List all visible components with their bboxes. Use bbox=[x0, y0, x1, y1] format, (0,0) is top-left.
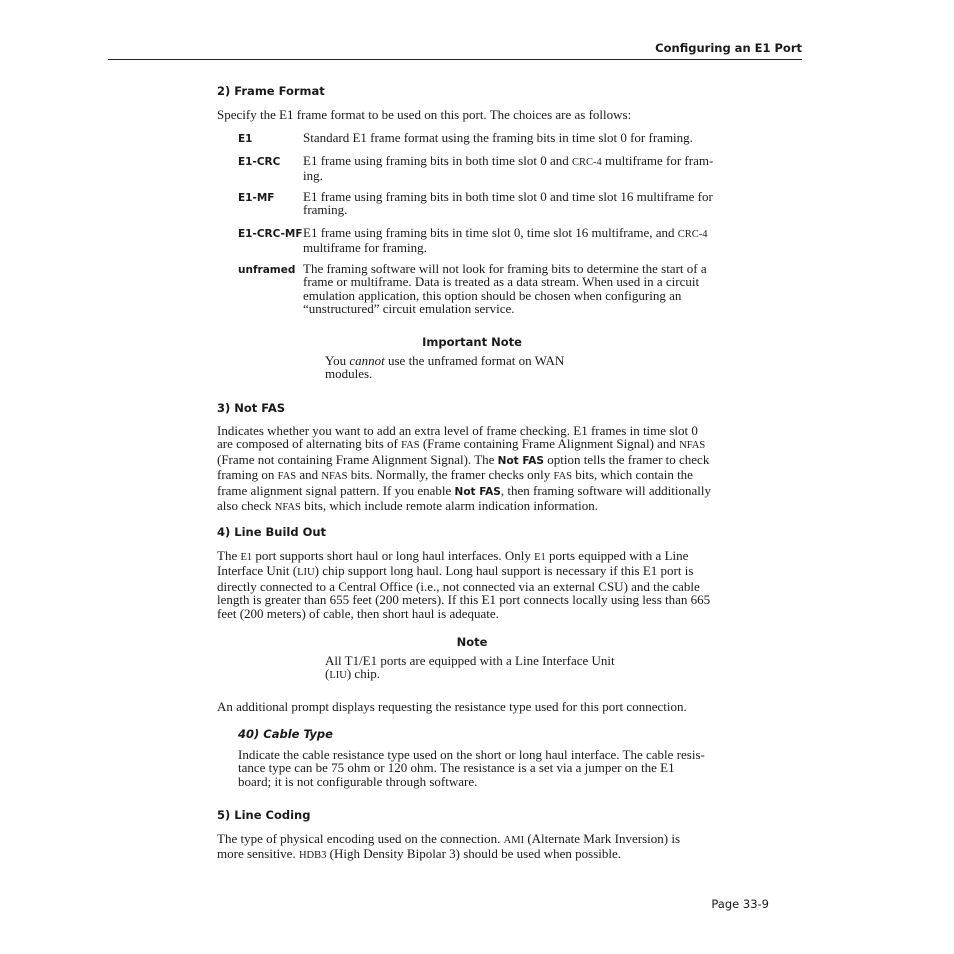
desc-line: frame or multiframe. Data is treated as a data stream. When used in a circuit bbox=[303, 274, 700, 290]
para-line: feet (200 meters) of cable, then short haul is adequate. bbox=[217, 605, 499, 621]
para-smallcaps: FAS bbox=[401, 440, 420, 452]
note-emphasis: cannot bbox=[349, 353, 385, 368]
para-text: (Frame not containing Frame Alignment Signal). The bbox=[217, 451, 498, 467]
para-smallcaps: FAS bbox=[277, 471, 297, 483]
header-rule bbox=[108, 59, 802, 60]
important-note-title: Important Note bbox=[422, 335, 522, 349]
para-text: are composed of alternating bits of bbox=[217, 436, 402, 452]
note-line: All T1/E1 ports are equipped with a Line Interface Unit bbox=[325, 653, 615, 668]
important-note-body bbox=[325, 354, 655, 381]
desc-line: multiframe for framing. bbox=[303, 240, 427, 256]
desc-smallcaps: CRC-4 bbox=[572, 157, 602, 168]
para-text: ) chip support long haul. Long haul support is necessary if this E1 port is bbox=[314, 563, 694, 579]
page-number: Page 33-9 bbox=[711, 897, 769, 911]
option-term-unframed: unframed bbox=[238, 264, 296, 276]
running-header: Configuring an E1 Port bbox=[655, 41, 802, 55]
desc-smallcaps: CRC-4 bbox=[677, 229, 708, 240]
note-line: modules. bbox=[325, 366, 373, 382]
para-text: bits. Normally, the framer checks only bbox=[347, 467, 554, 483]
para-text: The type of physical encoding used on the connection. bbox=[217, 831, 504, 846]
para-text: port supports short haul or long haul interfaces. Only bbox=[252, 548, 535, 563]
para-line: Indicates whether you want to add an extra level of frame checking. E1 frames in time slot 0 bbox=[217, 423, 698, 438]
note-text: use the unframed format on WAN bbox=[384, 353, 565, 368]
desc-line: The framing software will not look for framing bits to determine the start of a bbox=[303, 261, 707, 276]
option-desc-e1-crc-mf bbox=[303, 226, 758, 255]
para-text: and bbox=[296, 467, 322, 483]
cable-type-heading: 40) Cable Type bbox=[238, 727, 333, 741]
option-term-e1-mf: E1-MF bbox=[238, 192, 275, 204]
note-text: You bbox=[325, 353, 350, 368]
para-smallcaps: NFAS bbox=[321, 471, 348, 483]
para-line: Indicate the cable resistance type used on the short or long haul interface. The cable resis- bbox=[238, 747, 705, 762]
cable-type-paragraph bbox=[238, 748, 768, 788]
para-smallcaps: E1 bbox=[534, 552, 546, 563]
frame-format-heading: 2) Frame Format bbox=[217, 84, 325, 98]
para-text: , then framing software will additionally bbox=[500, 482, 711, 498]
para-line: board; it is not configurable through software. bbox=[238, 773, 478, 789]
para-smallcaps: AMI bbox=[503, 835, 525, 846]
not-fas-heading: 3) Not FAS bbox=[217, 401, 286, 415]
para-smallcaps: LIU bbox=[297, 567, 315, 579]
para-text: Interface Unit ( bbox=[217, 563, 298, 579]
line-coding-heading: 5) Line Coding bbox=[217, 808, 311, 822]
line-build-out-paragraph bbox=[217, 549, 767, 620]
option-term-e1-crc-mf: E1-CRC-MF bbox=[238, 228, 303, 240]
para-text: ports equipped with a Line bbox=[545, 548, 689, 563]
para-smallcaps: NFAS bbox=[679, 440, 706, 452]
frame-format-intro: Specify the E1 frame format to be used on this port. The choices are as follows: bbox=[217, 107, 632, 122]
para-text: (Frame containing Frame Alignment Signal) and bbox=[419, 436, 680, 452]
line-build-out-heading: 4) Line Build Out bbox=[217, 525, 327, 539]
option-desc-e1-mf bbox=[303, 190, 758, 217]
para-line: length is greater than 655 feet (200 meters). If this E1 port connects locally using less than 665 bbox=[217, 592, 711, 608]
para-keyword: Not FAS bbox=[454, 485, 501, 498]
para-line: tance type can be 75 ohm or 120 ohm. The resistance is a set via a jumper on the E1 bbox=[238, 760, 675, 776]
para-text: The bbox=[217, 548, 241, 563]
desc-line: framing. bbox=[303, 202, 348, 218]
option-desc-unframed bbox=[303, 262, 758, 316]
note-body bbox=[325, 654, 655, 683]
para-text: bits, which contain the bbox=[572, 467, 693, 483]
para-smallcaps: NFAS bbox=[274, 502, 301, 514]
option-desc-e1-crc bbox=[303, 154, 758, 183]
para-text: (High Density Bipolar 3) should be used when possible. bbox=[326, 846, 622, 862]
option-desc-e1 bbox=[303, 131, 758, 144]
desc-line: “unstructured” circuit emulation service. bbox=[303, 301, 515, 317]
para-text: option tells the framer to check bbox=[544, 451, 710, 467]
desc-line: E1 frame using framing bits in both time slot 0 and time slot 16 multiframe for bbox=[303, 189, 713, 204]
not-fas-paragraph bbox=[217, 424, 767, 514]
note-text: ) chip. bbox=[346, 666, 381, 682]
note-smallcaps: LIU bbox=[329, 670, 347, 682]
para-smallcaps: FAS bbox=[553, 471, 572, 483]
para-smallcaps: E1 bbox=[240, 552, 253, 563]
para-smallcaps: HDB3 bbox=[298, 850, 327, 862]
para-text: also check bbox=[217, 498, 275, 514]
note-title: Note bbox=[456, 635, 488, 649]
para-line: directly connected to a Central Office (i.e., not connected via an external CSU) and the cable bbox=[217, 578, 700, 594]
option-term-e1-crc: E1-CRC bbox=[238, 156, 281, 168]
desc-text: multiframe for fram- bbox=[601, 153, 714, 168]
para-text: frame alignment signal pattern. If you enable bbox=[217, 482, 455, 498]
para-text: more sensitive. bbox=[217, 846, 299, 862]
additional-prompt-text: An additional prompt displays requesting the resistance type used for this port connection. bbox=[217, 699, 687, 714]
line-coding-paragraph bbox=[217, 832, 767, 863]
desc-text: E1 frame using framing bits in both time slot 0 and bbox=[303, 153, 572, 168]
option-term-e1: E1 bbox=[238, 133, 253, 145]
para-text: (Alternate Mark Inversion) is bbox=[524, 831, 681, 846]
desc-line: emulation application, this option should be chosen when configuring an bbox=[303, 287, 682, 303]
note-text: ( bbox=[325, 666, 330, 682]
para-text: bits, which include remote alarm indication information. bbox=[300, 498, 598, 514]
desc-line: Standard E1 frame format using the framing bits in time slot 0 for framing. bbox=[303, 130, 693, 145]
desc-text: E1 frame using framing bits in time slot 0, time slot 16 multiframe, and bbox=[303, 225, 678, 240]
para-keyword: Not FAS bbox=[497, 454, 544, 467]
para-text: framing on bbox=[217, 467, 278, 483]
desc-line: ing. bbox=[303, 168, 323, 184]
